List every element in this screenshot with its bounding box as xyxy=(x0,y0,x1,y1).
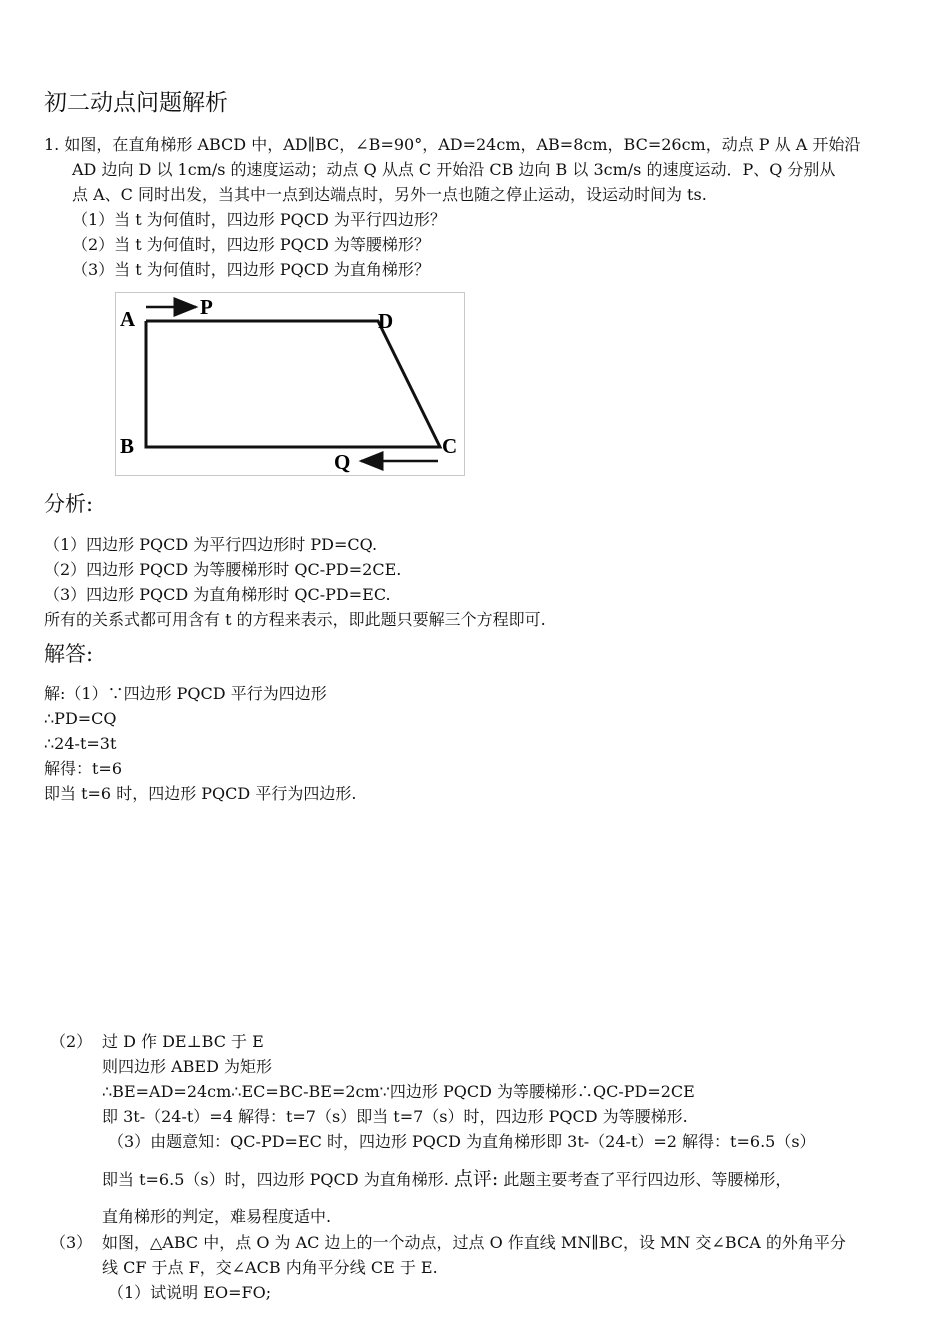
analysis-line3: （3）四边形 PQCD 为直角梯形时 QC-PD=EC. xyxy=(44,585,391,604)
analysis-line2: （2）四边形 PQCD 为等腰梯形时 QC-PD=2CE. xyxy=(44,560,402,579)
label-q: Q xyxy=(334,450,351,474)
answer-line3: ∴24-t=3t xyxy=(44,734,117,753)
analysis-line4: 所有的关系式都可用含有 t 的方程来表示，即此题只要解三个方程即可. xyxy=(44,610,546,629)
trapezoid-outline xyxy=(146,321,440,447)
problem3-number: （3） xyxy=(50,1233,93,1252)
answer-heading: 解答: xyxy=(44,642,94,666)
part2-number: （2） xyxy=(50,1032,93,1051)
part2-line1: 过 D 作 DE⊥BC 于 E xyxy=(102,1032,264,1051)
label-a: A xyxy=(120,307,136,331)
analysis-line1: （1）四边形 PQCD 为平行四边形时 PD=CQ. xyxy=(44,535,378,554)
problem3-line2: 线 CF 于点 F，交∠ACB 内角平分线 CE 于 E. xyxy=(102,1258,438,1277)
answer-line5: 即当 t=6 时，四边形 PQCD 平行为四边形. xyxy=(44,784,357,803)
problem1-line1: 1. 如图，在直角梯形 ABCD 中，AD∥BC，∠B=90°，AD=24cm，AB=8cm，BC=26cm，动点 P 从 A 开始沿 xyxy=(44,135,861,154)
label-p: P xyxy=(200,295,213,319)
part2-line3: ∴BE=AD=24cm∴EC=BC-BE=2cm∵四边形 PQCD 为等腰梯形∴QC-PD=2CE xyxy=(102,1082,695,1101)
trapezoid-figure xyxy=(115,292,465,476)
comment-text: 此题主要考查了平行四边形、等腰梯形， xyxy=(503,1170,792,1189)
answer-line4: 解得：t=6 xyxy=(44,759,123,778)
part2-line7: 直角梯形的判定，难易程度适中. xyxy=(102,1207,332,1226)
trapezoid-diagram xyxy=(116,293,464,475)
label-c: C xyxy=(442,434,458,458)
page-title: 初二动点问题解析 xyxy=(44,90,228,116)
label-d: D xyxy=(378,309,394,333)
problem3-line1: 如图，△ABC 中，点 O 为 AC 边上的一个动点，过点 O 作直线 MN∥BC，设 MN 交∠BCA 的外角平分 xyxy=(102,1233,846,1252)
part2-line5: （3）由题意知：QC-PD=EC 时，四边形 PQCD 为直角梯形即 3t-（24-t）=2 解得：t=6.5（s） xyxy=(108,1132,816,1151)
label-b: B xyxy=(120,434,135,458)
part2-line4: 即 3t-（24-t）=4 解得：t=7（s）即当 t=7（s）时，四边形 PQCD 为等腰梯形. xyxy=(102,1107,688,1126)
problem1-question3: （3）当 t 为何值时，四边形 PQCD 为直角梯形？ xyxy=(72,260,430,279)
problem1-question2: （2）当 t 为何值时，四边形 PQCD 为等腰梯形？ xyxy=(72,235,430,254)
part2-conclusion: 即当 t=6.5（s）时，四边形 PQCD 为直角梯形. xyxy=(102,1170,449,1189)
answer-line1: 解:（1）∵四边形 PQCD 平行为四边形 xyxy=(44,684,327,703)
problem1-question1: （1）当 t 为何值时，四边形 PQCD 为平行四边形？ xyxy=(72,210,446,229)
problem1-line2: AD 边向 D 以 1cm/s 的速度运动；动点 Q 从点 C 开始沿 CB 边向 B 以 3cm/s 的速度运动．P、Q 分别从 xyxy=(72,160,836,179)
answer-line2: ∴PD=CQ xyxy=(44,709,117,728)
part2-line6 xyxy=(102,1168,791,1191)
problem3-line3: （1）试说明 EO=FO; xyxy=(108,1283,272,1302)
comment-heading: 点评: xyxy=(453,1168,499,1190)
analysis-heading: 分析: xyxy=(44,492,94,516)
problem1-line3: 点 A、C 同时出发，当其中一点到达端点时，另外一点也随之停止运动，设运动时间为 ts. xyxy=(72,185,707,204)
part2-line2: 则四边形 ABED 为矩形 xyxy=(102,1057,272,1076)
